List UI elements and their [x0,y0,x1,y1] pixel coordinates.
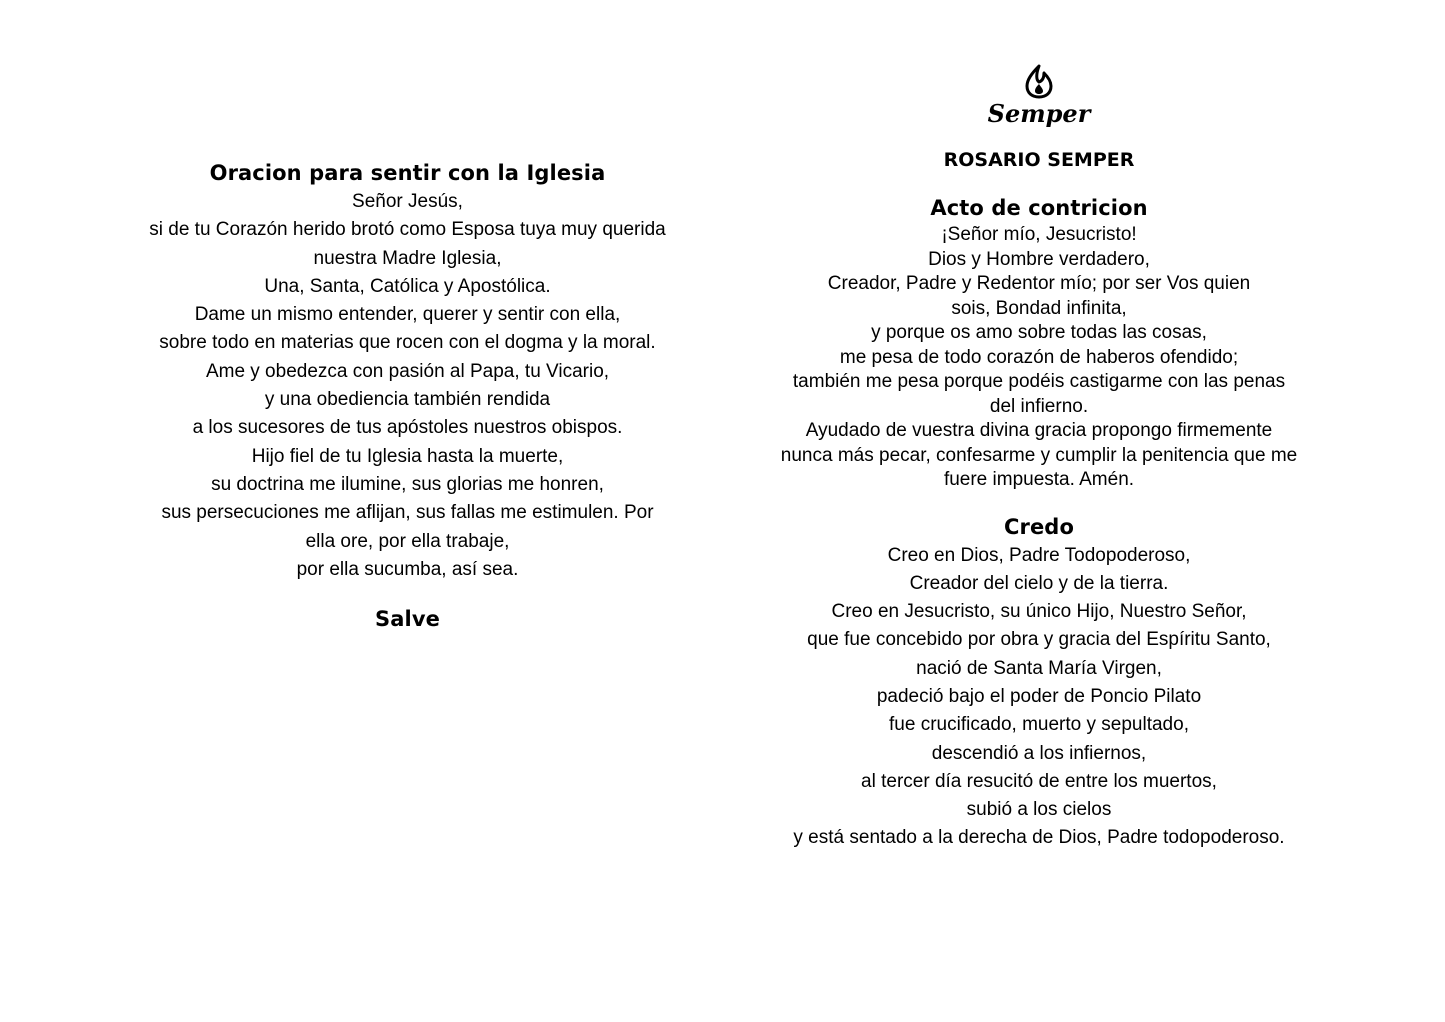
credo-line: descendió a los infiernos, [931,742,1147,764]
credo-line: que fue concebido por obra y gracia del Espíritu Santo, [807,629,1271,651]
contricion-line: me pesa de todo corazón de haberos ofendido; [839,346,1239,368]
credo-line: Creo en Dios, Padre Todopoderoso, [887,544,1191,566]
credo-body [745,542,1333,853]
left-page [110,158,705,634]
semper-logo [984,60,1094,132]
prayer-body [110,188,705,584]
contricion-line: también me pesa porque podéis castigarme con las penas [792,371,1286,392]
contricion-body [745,223,1333,493]
prayer-line: sobre todo en materias que rocen con el dogma y la moral. [159,332,656,354]
right-page [745,60,1333,853]
credo-line: padeció bajo el poder de Poncio Pilato [876,685,1202,707]
prayer-line: ella ore, por ella trabaje, [305,530,510,552]
prayer-line: su doctrina me ilumine, sus glorias me honren, [211,473,604,495]
prayer-line: Dame un mismo entender, querer y sentir con ella, [194,304,621,326]
prayer-line: por ella sucumba, así sea. [296,558,519,580]
logo-text: Semper [987,99,1091,128]
prayer-line: Ame y obedezca con pasión al Papa, tu Vicario, [205,360,610,382]
contricion-line: sois, Bondad infinita, [951,297,1127,319]
prayer-line: nuestra Madre Iglesia, [313,247,502,269]
contricion-title: Acto de contricion [930,196,1148,220]
contricion-line: y porque os amo sobre todas las cosas, [871,322,1207,343]
prayer-title: Oracion para sentir con la Iglesia [209,161,606,185]
flame-icon [1027,66,1051,97]
main-title: ROSARIO SEMPER [943,149,1135,171]
credo-line: nació de Santa María Virgen, [916,657,1162,679]
prayer-line: a los sucesores de tus apóstoles nuestros obispos. [192,417,623,439]
credo-line: subió a los cielos [966,799,1112,821]
salve-title: Salve [375,607,440,632]
prayer-line: y una obediencia también rendida [264,389,551,411]
contricion-line: Dios y Hombre verdadero, [928,248,1150,270]
contricion-line: fuere impuesta. Amén. [943,469,1135,490]
credo-line: al tercer día resucitó de entre los muertos, [861,770,1217,792]
contricion-line: ¡Señor mío, Jesucristo! [941,224,1137,245]
contricion-line: Creador, Padre y Redentor mío; por ser Vos quien [827,273,1251,294]
contricion-line: del infierno. [989,395,1089,417]
credo-line: y está sentado a la derecha de Dios, Padre todopoderoso. [793,827,1285,849]
prayer-line: sus persecuciones me aflijan, sus fallas me estimulen. Por [161,502,654,524]
contricion-line: Ayudado de vuestra divina gracia propongo firmemente [805,420,1273,441]
prayer-line: Una, Santa, Católica y Apostólica. [264,275,551,297]
credo-line: fue crucificado, muerto y sepultado, [889,714,1189,736]
credo-line: Creador del cielo y de la tierra. [909,572,1169,594]
credo-line: Creo en Jesucristo, su único Hijo, Nuestro Señor, [831,601,1247,623]
contricion-line: nunca más pecar, confesarme y cumplir la penitencia que me [780,444,1298,466]
prayer-line: Señor Jesús, [352,191,463,212]
prayer-line: si de tu Corazón herido brotó como Esposa tuya muy querida [149,219,666,241]
credo-title: Credo [1004,514,1074,539]
prayer-line: Hijo fiel de tu Iglesia hasta la muerte, [251,445,564,467]
